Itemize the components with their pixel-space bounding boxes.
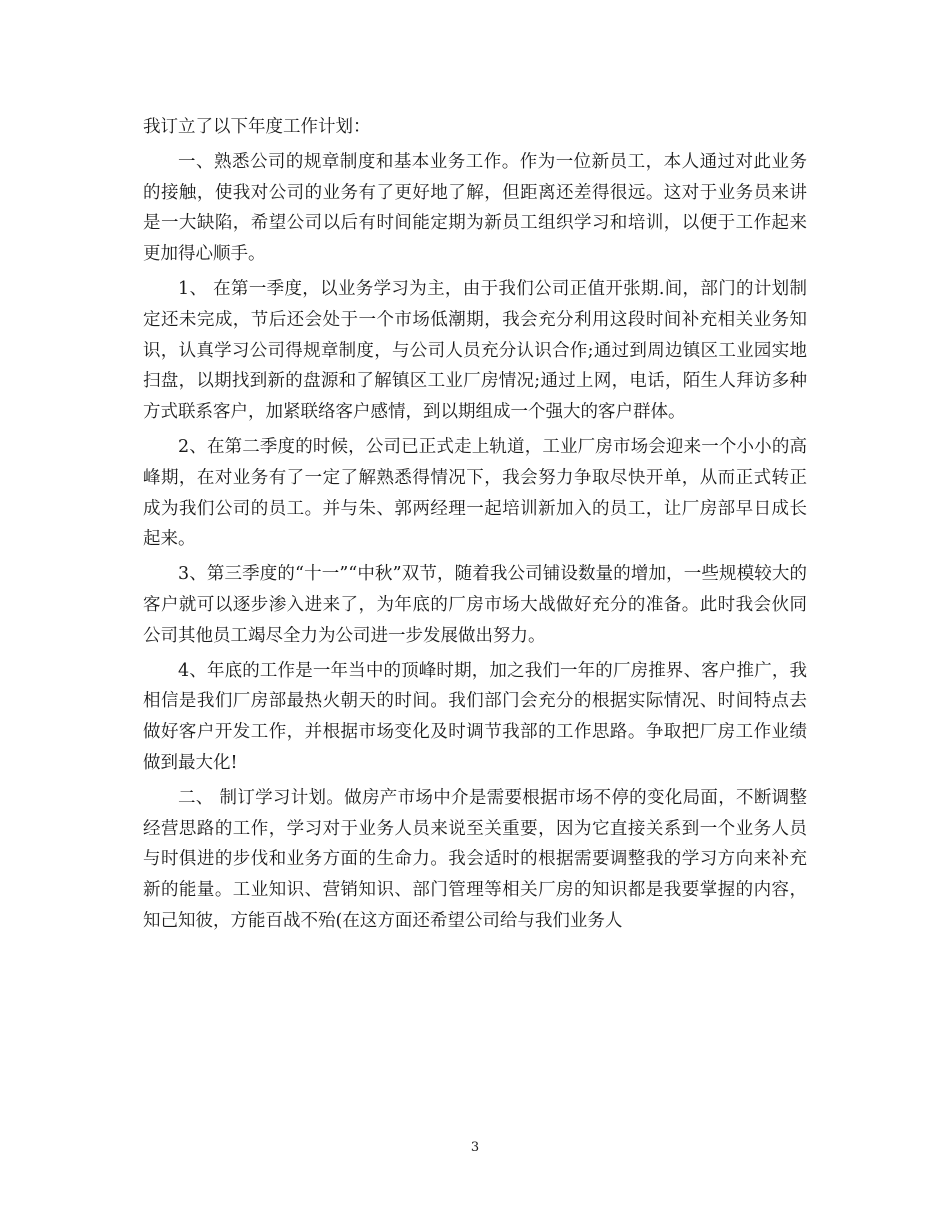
paragraph-q4: 4、年底的工作是一年当中的顶峰时期，加之我们一年的厂房推界、客户推广，我相信是我们厂房部最热火朝天的时间。我们部门会充分的根据实际情况、时间特点去做好客户开发工作，并根据市场变化及时调节我部的工作思路。争取把厂房工作业绩做到最大化! xyxy=(143,660,807,773)
page-number: 3 xyxy=(470,1140,480,1155)
paragraph-section-one: 一、熟悉公司的规章制度和基本业务工作。作为一位新员工，本人通过对此业务的接触，使我对公司的业务有了更好地了解，但距离还差得很远。这对于业务员来讲是一大缺陷，希望公司以后有时间能定期为新员工组织学习和培训，以便于工作起来更加得心顺手。 xyxy=(143,151,807,265)
paragraph-q3: 3、第三季度的“十一”“中秋”双节，随着我公司铺设数量的增加，一些规模较大的客户就可以逐步渗入进来了，为年底的厂房市场大战做好充分的准备。此时我会伙同公司其他员工竭尽全力为公司进一步发展做出努力。 xyxy=(143,564,807,646)
paragraph-q2: 2、在第二季度的时候，公司已正式走上轨道，工业厂房市场会迎来一个小小的高峰期，在对业务有了一定了解熟悉得情况下，我会努力争取尽快开单，从而正式转正成为我们公司的员工。并与朱、郭两经理一起培训新加入的员工，让厂房部早日成长起来。 xyxy=(143,436,807,550)
paragraph-q1: 1、 在第一季度，以业务学习为主，由于我们公司正值开张期.间，部门的计划制定还未完成，节后还会处于一个市场低潮期，我会充分利用这段时间补充相关业务知识，认真学习公司得规章制度，与公司人员充分认识合作;通过到周边镇区工业园实地扫盘，以期找到新的盘源和了解镇区工业厂房情况;通过上网，电话，陌生人拜访多种方式联系客户，加紧联络客户感情，到以期组成一个强大的客户群体。 xyxy=(143,278,807,423)
paragraph-intro: 我订立了以下年度工作计划： xyxy=(143,117,371,137)
paragraph-section-two: 二、 制订学习计划。做房产市场中介是需要根据市场不停的变化局面，不断调整经营思路的工作，学习对于业务人员来说至关重要，因为它直接关系到一个业务人员与时俱进的步伐和业务方面的生命力。我会适时的根据需要调整我的学习方向来补充新的能量。工业知识、营销知识、部门管理等相关厂房的知识都是我要掌握的内容，知己知彼，方能百战不殆(在这方面还希望公司给与我们业务人 xyxy=(143,787,807,931)
document-body xyxy=(143,112,807,941)
